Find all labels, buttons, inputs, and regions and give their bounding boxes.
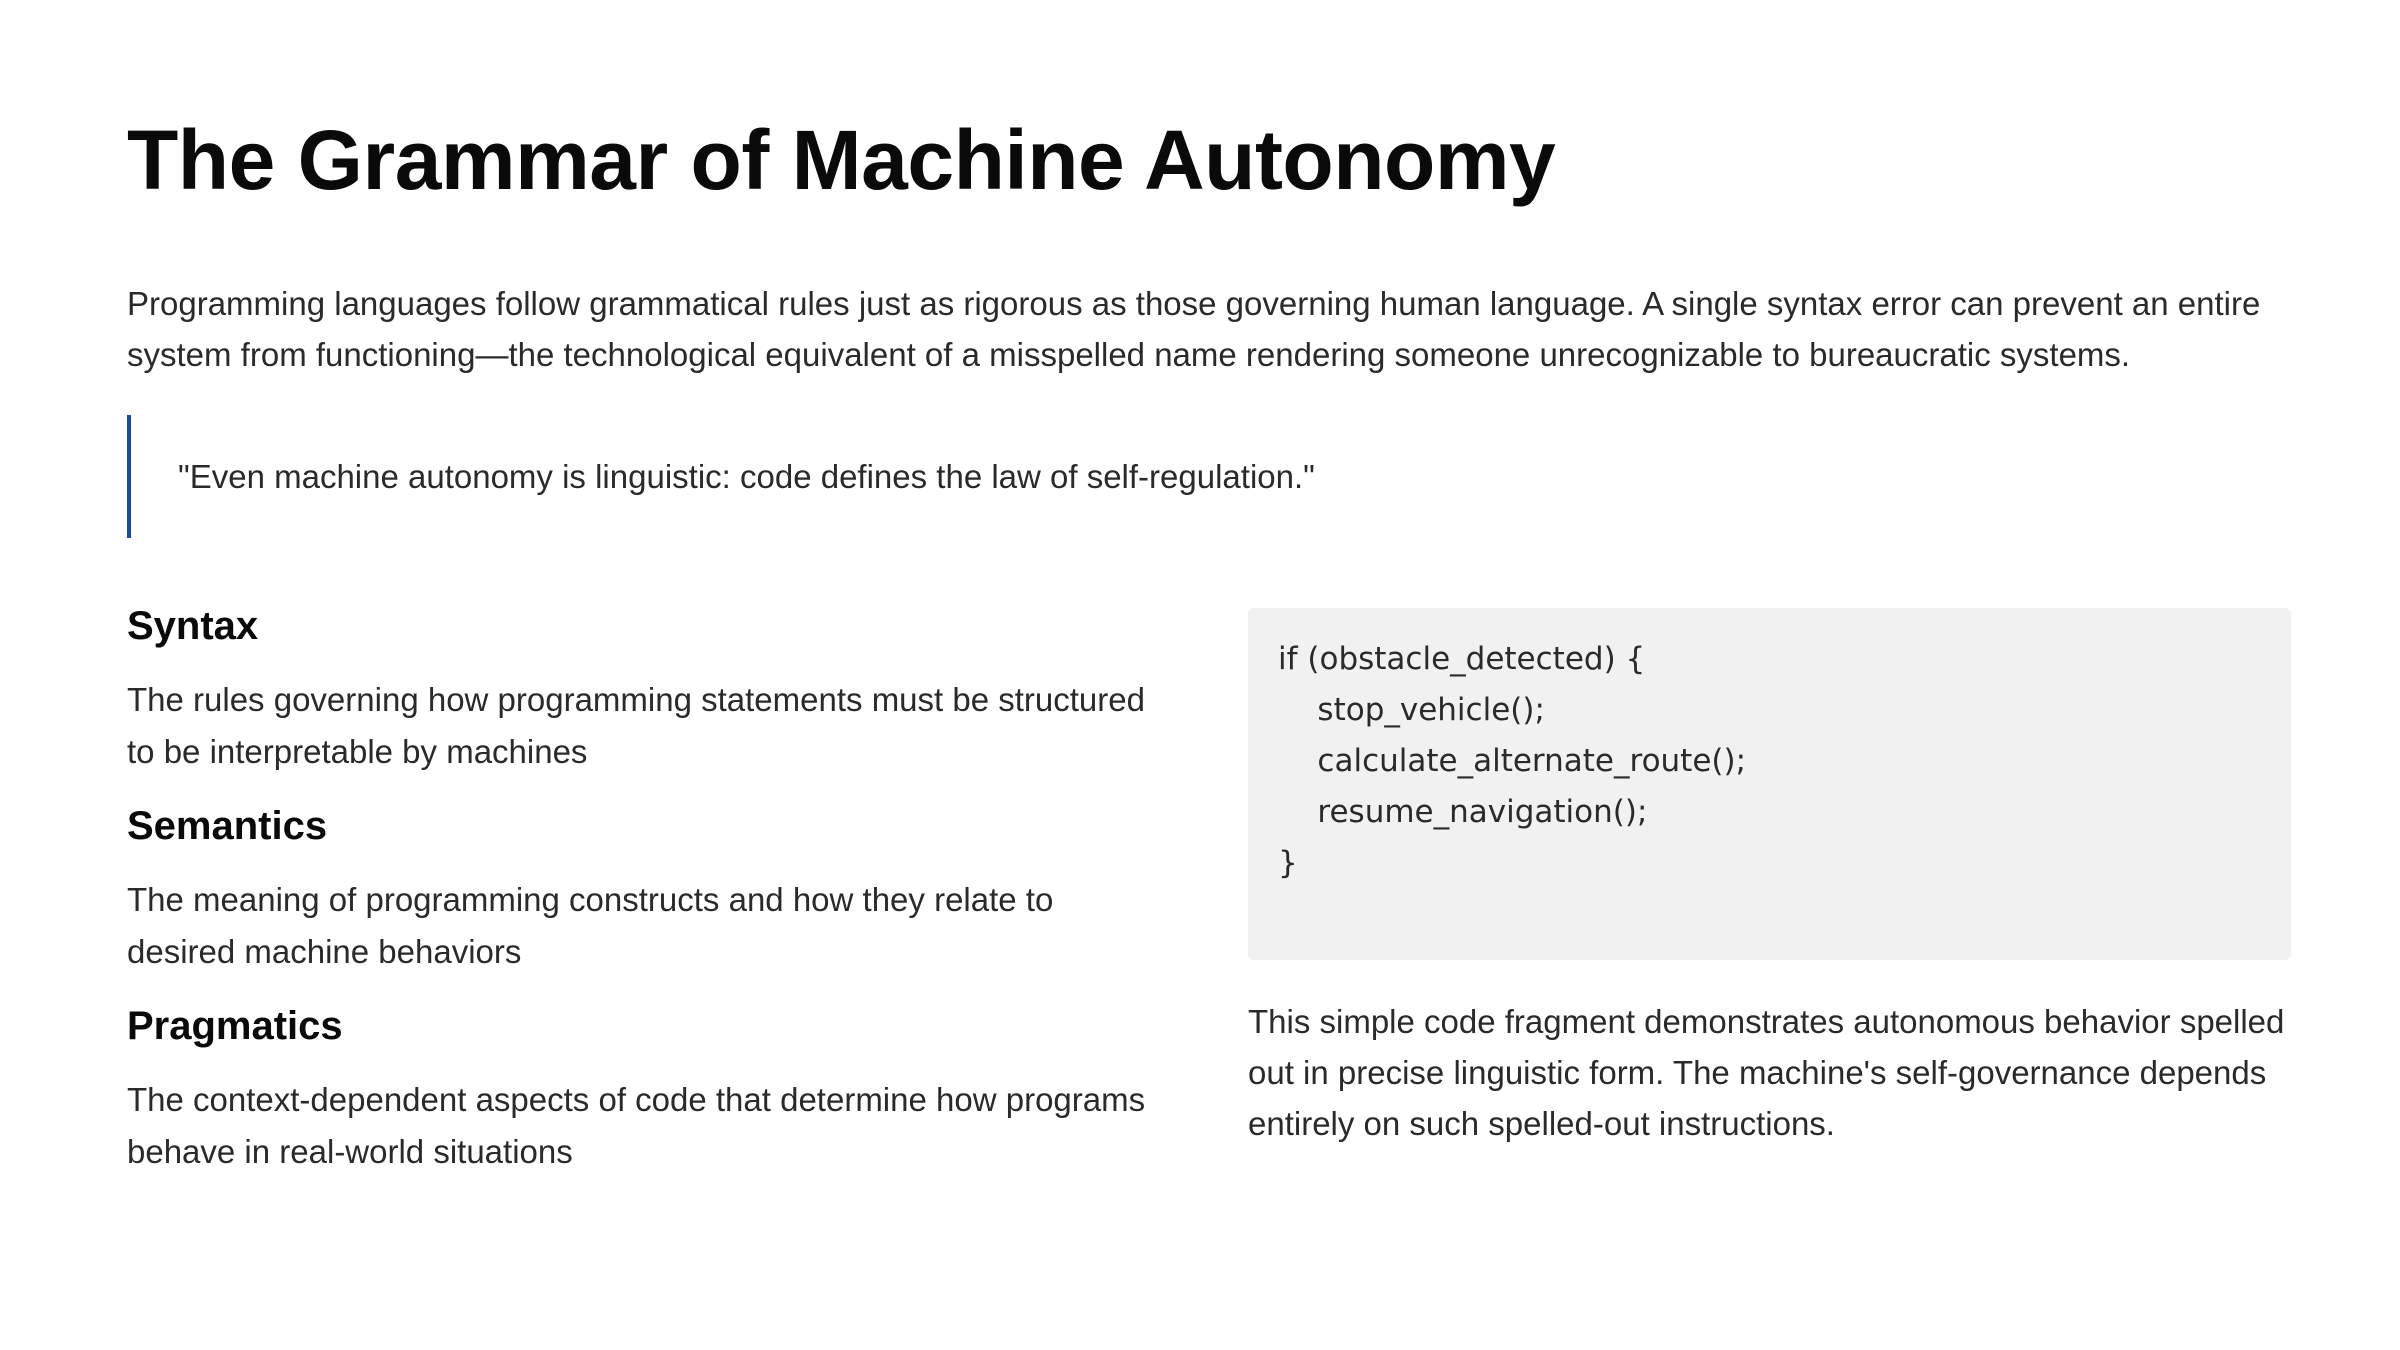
code-line: if (obstacle_detected) { — [1278, 641, 1646, 677]
term-description: The context-dependent aspects of code that determine how programs behave in real-world situations — [127, 1081, 1146, 1170]
term-heading: Syntax — [127, 604, 259, 648]
term-heading: Semantics — [127, 804, 328, 848]
code-line: calculate_alternate_route(); — [1278, 743, 1747, 779]
term-description: The rules governing how programming statements must be structured to be interpretable by machines — [127, 681, 1145, 770]
term-heading: Pragmatics — [127, 1004, 343, 1048]
term-pragmatics — [127, 998, 1167, 1178]
pull-quote-text: "Even machine autonomy is linguistic: code defines the law of self-regulation." — [178, 457, 1315, 495]
term-semantics — [127, 798, 1167, 978]
code-line: stop_vehicle(); — [1278, 692, 1545, 728]
term-description: The meaning of programming constructs and how they relate to desired machine behaviors — [127, 881, 1054, 970]
pull-quote — [127, 415, 2287, 538]
terms-list — [127, 598, 1167, 1198]
code-line: resume_navigation(); — [1278, 794, 1648, 830]
intro-paragraph: Programming languages follow grammatical rules just as rigorous as those governing human language. A single syntax error can prevent an entire system from functioning—the technological equivalent of a misspelled name rendering someone unrecognizable to bureaucratic systems. — [127, 285, 2261, 373]
term-syntax — [127, 598, 1167, 778]
code-caption: This simple code fragment demonstrates autonomous behavior spelled out in precise linguistic form. The machine's self-governance depends entirely on such spelled-out instructions. — [1248, 1003, 2285, 1142]
code-example-panel — [1248, 608, 2291, 1149]
code-line: } — [1278, 845, 1298, 881]
code-block — [1248, 608, 2291, 960]
page-title: The Grammar of Machine Autonomy — [127, 113, 1556, 207]
